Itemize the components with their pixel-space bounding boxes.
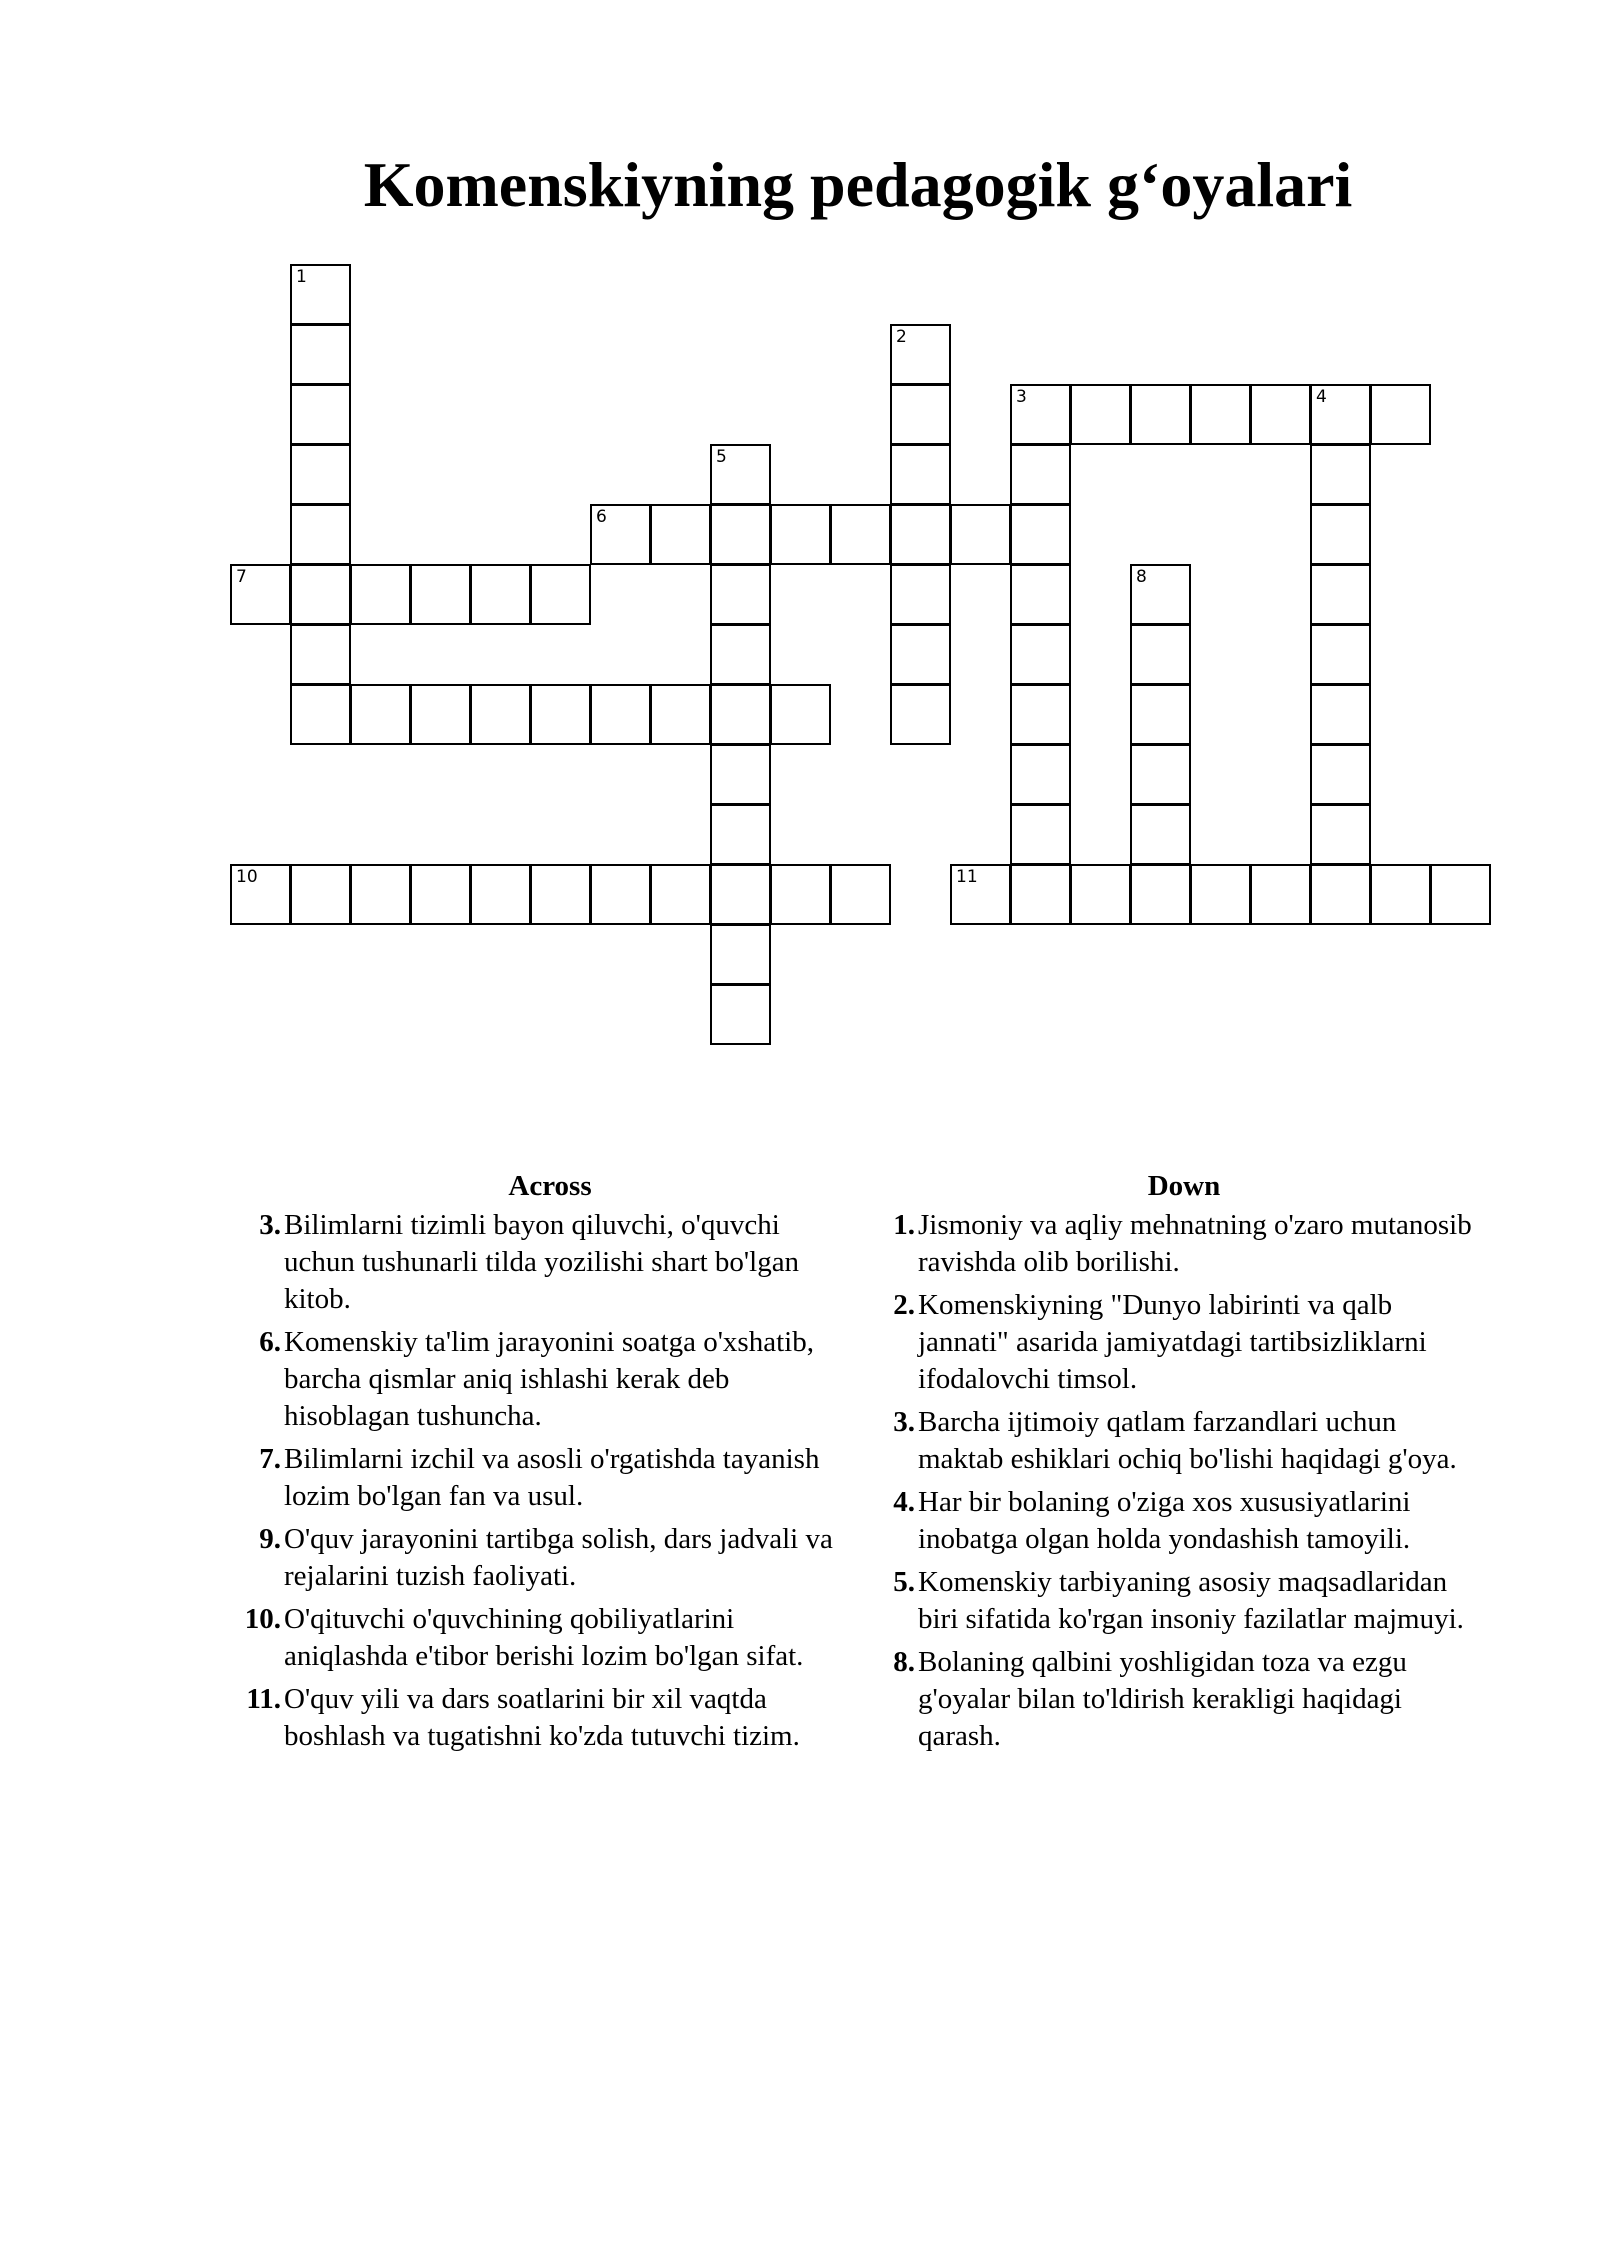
grid-cell[interactable] [1010,384,1071,445]
grid-cell[interactable] [1070,384,1131,445]
grid-cell[interactable] [530,684,591,745]
grid-cell[interactable] [530,864,591,925]
grid-cell[interactable] [890,324,951,385]
grid-cell[interactable] [710,504,771,565]
grid-cell[interactable] [710,924,771,985]
down-clue [864,1484,1474,1558]
clue-text: Komenskiy tarbiyaning asosiy maqsadlaridan biri sifatida ko'rgan insoniy fazilatlar majmuyi. [918,1566,1464,1635]
grid-cell[interactable] [710,984,771,1045]
grid-cell[interactable] [1130,804,1191,865]
grid-cell[interactable] [1370,384,1431,445]
down-clue [864,1207,1474,1281]
cell-number: 3 [1016,387,1027,407]
across-clue [230,1324,840,1435]
grid-cell[interactable] [290,444,351,505]
grid-cell[interactable] [1310,444,1371,505]
grid-cell[interactable] [290,564,351,625]
grid-cell[interactable] [410,684,471,745]
grid-cell[interactable] [230,864,291,925]
cell-number: 10 [236,867,258,887]
down-clue [864,1564,1474,1638]
grid-cell[interactable] [710,804,771,865]
clue-number: 3. [259,1209,281,1241]
grid-cell[interactable] [1010,744,1071,805]
grid-cell[interactable] [1130,624,1191,685]
cell-number: 1 [296,267,307,287]
across-clue [230,1681,840,1755]
across-clues [230,1168,840,1761]
grid-cell[interactable] [290,324,351,385]
grid-cell[interactable] [1010,864,1071,925]
clue-number: 3. [893,1406,915,1438]
grid-cell[interactable] [950,864,1011,925]
page-title: Komenskiyning pedagogik g‘oyalari [363,149,1353,220]
across-clue [230,1521,840,1595]
down-clue [864,1287,1474,1398]
clue-number: 10. [244,1603,281,1635]
grid-cell[interactable] [290,264,351,325]
cell-number: 11 [956,867,978,887]
grid-cell[interactable] [1310,384,1371,445]
grid-cell[interactable] [710,444,771,505]
grid-cell[interactable] [290,384,351,445]
grid-cell[interactable] [1310,804,1371,865]
grid-cell[interactable] [470,864,531,925]
grid-cell[interactable] [350,564,411,625]
clue-text: Komenskiyning "Dunyo labirinti va qalb jannati" asarida jamiyatdagi tartibsizliklarni ifodalovchi timsol. [918,1289,1427,1395]
cell-number: 2 [896,327,907,347]
grid-cell[interactable] [830,864,891,925]
grid-cell[interactable] [1130,384,1191,445]
grid-cell[interactable] [1370,864,1431,925]
grid-cell[interactable] [950,504,1011,565]
grid-cell[interactable] [710,864,771,925]
grid-cell[interactable] [290,504,351,565]
clue-text: Bilimlarni izchil va asosli o'rgatishda tayanish lozim bo'lgan fan va usul. [284,1443,820,1512]
across-clue [230,1207,840,1318]
grid-cell[interactable] [290,624,351,685]
clue-number: 1. [893,1209,915,1241]
grid-cell[interactable] [1010,444,1071,505]
grid-cell[interactable] [1010,624,1071,685]
down-clue [864,1404,1474,1478]
clue-number: 6. [259,1326,281,1358]
clue-text: O'quv yili va dars soatlarini bir xil vaqtda boshlash va tugatishni ko'zda tutuvchi tizim. [284,1683,800,1752]
grid-cell[interactable] [1430,864,1491,925]
clue-text: Bolaning qalbini yoshligidan toza va ezgu g'oyalar bilan to'ldirish kerakligi haqidagi qarash. [918,1646,1407,1752]
grid-cell[interactable] [470,684,531,745]
grid-cell[interactable] [830,504,891,565]
grid-cell[interactable] [770,864,831,925]
clue-text: O'qituvchi o'quvchining qobiliyatlarini aniqlashda e'tibor berishi lozim bo'lgan sifat. [284,1603,804,1672]
grid-cell[interactable] [770,684,831,745]
clue-number: 5. [893,1566,915,1598]
clue-number: 2. [893,1289,915,1321]
grid-cell[interactable] [650,504,711,565]
across-clue-list [230,1207,840,1755]
grid-cell[interactable] [1130,684,1191,745]
grid-cell[interactable] [350,864,411,925]
grid-cell[interactable] [890,504,951,565]
grid-cell[interactable] [710,564,771,625]
grid-cell[interactable] [1130,564,1191,625]
grid-cell[interactable] [1190,864,1251,925]
grid-cell[interactable] [1310,504,1371,565]
clue-text: Komenskiy ta'lim jarayonini soatga o'xshatib, barcha qismlar aniq ishlashi kerak deb hisoblagan tushuncha. [284,1326,814,1432]
grid-cell[interactable] [1310,744,1371,805]
cell-number: 6 [596,507,607,527]
grid-cell[interactable] [590,504,651,565]
cell-number: 4 [1316,387,1327,407]
down-clue [864,1644,1474,1755]
grid-cell[interactable] [1010,564,1071,625]
clue-text: Har bir bolaning o'ziga xos xususiyatlarini inobatga olgan holda yondashish tamoyili. [918,1486,1411,1555]
down-clue-list [864,1207,1474,1755]
grid-cell[interactable] [1310,624,1371,685]
grid-cell[interactable] [1010,504,1071,565]
grid-cell[interactable] [410,564,471,625]
grid-cell[interactable] [1010,684,1071,745]
cell-number: 5 [716,447,727,467]
grid-cell[interactable] [1010,804,1071,865]
clue-number: 4. [893,1486,915,1518]
cell-number: 7 [236,567,247,587]
down-clues [864,1168,1474,1761]
grid-cell[interactable] [1130,744,1191,805]
grid-cell[interactable] [650,684,711,745]
grid-cell[interactable] [890,384,951,445]
across-clue [230,1601,840,1675]
grid-cell[interactable] [890,624,951,685]
grid-cell[interactable] [710,624,771,685]
grid-cell[interactable] [1250,864,1311,925]
grid-cell[interactable] [530,564,591,625]
grid-cell[interactable] [1310,564,1371,625]
clue-text: Bilimlarni tizimli bayon qiluvchi, o'quvchi uchun tushunarli tilda yozilishi shart bo'lgan kitob. [284,1209,800,1315]
grid-cell[interactable] [1310,864,1371,925]
grid-cell[interactable] [890,684,951,745]
grid-cell[interactable] [410,864,471,925]
grid-cell[interactable] [470,564,531,625]
across-clue [230,1441,840,1515]
grid-cell[interactable] [1070,864,1131,925]
grid-cell[interactable] [590,864,651,925]
clue-number: 9. [259,1523,281,1555]
clue-text: O'quv jarayonini tartibga solish, dars jadvali va rejalarini tuzish faoliyati. [284,1523,833,1592]
grid-cell[interactable] [1190,384,1251,445]
grid-cell[interactable] [1130,864,1191,925]
clue-number: 8. [893,1646,915,1678]
down-heading: Down [1147,1170,1221,1202]
grid-cell[interactable] [890,564,951,625]
grid-cell[interactable] [650,864,711,925]
grid-cell[interactable] [350,684,411,745]
clue-text: Jismoniy va aqliy mehnatning o'zaro mutanosib ravishda olib borilishi. [918,1209,1472,1278]
grid-cell[interactable] [1250,384,1311,445]
clue-number: 7. [259,1443,281,1475]
cell-number: 8 [1136,567,1147,587]
grid-cell[interactable] [590,684,651,745]
grid-cell[interactable] [290,864,351,925]
grid-cell[interactable] [710,744,771,805]
across-heading: Across [508,1170,592,1202]
grid-cell[interactable] [1310,684,1371,745]
clue-number: 11. [246,1683,281,1715]
grid-cell[interactable] [770,504,831,565]
clue-text: Barcha ijtimoiy qatlam farzandlari uchun maktab eshiklari ochiq bo'lishi haqidagi g'oya. [918,1406,1457,1475]
grid-cell[interactable] [230,564,291,625]
grid-cell[interactable] [290,684,351,745]
grid-cell[interactable] [890,444,951,505]
grid-cell[interactable] [710,684,771,745]
